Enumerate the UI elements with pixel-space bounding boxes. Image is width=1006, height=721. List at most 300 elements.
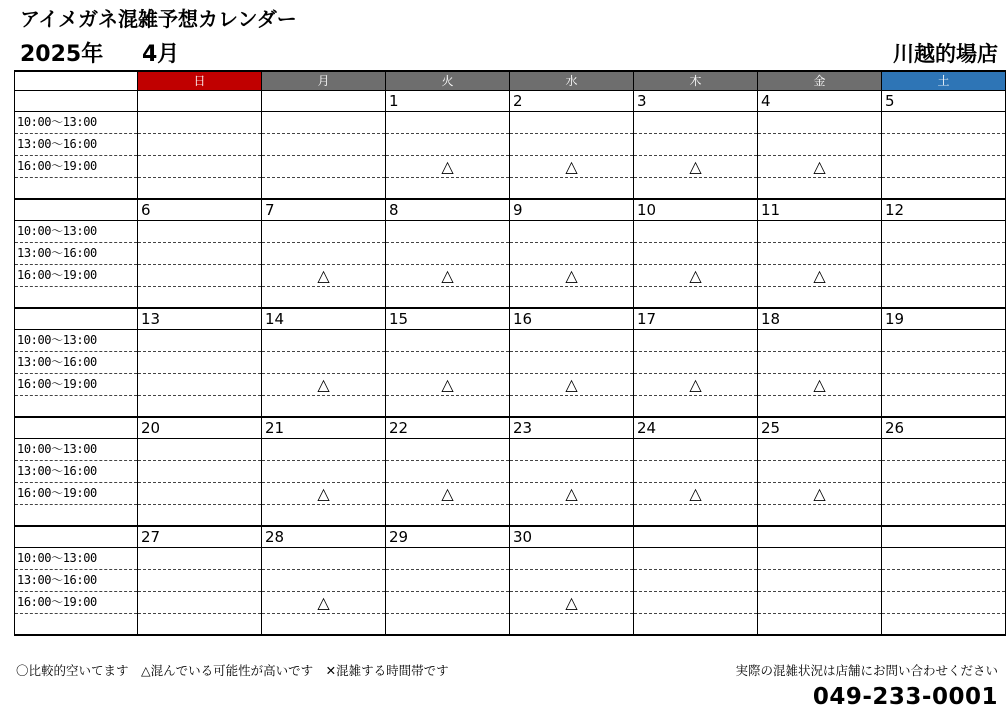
congestion-mark: △ bbox=[565, 266, 578, 285]
slot-cell bbox=[386, 461, 510, 483]
spacer-cell bbox=[262, 287, 386, 309]
slot-cell bbox=[262, 156, 386, 178]
day-cell bbox=[386, 417, 510, 439]
slot-row bbox=[15, 134, 1006, 156]
congestion-mark: △ bbox=[813, 484, 826, 503]
slot-cell bbox=[262, 483, 386, 505]
day-number: 10 bbox=[637, 201, 657, 219]
slot-cell bbox=[510, 330, 634, 352]
spacer-cell bbox=[510, 287, 634, 309]
week-spacer-row bbox=[15, 287, 1006, 309]
day-cell bbox=[510, 91, 634, 112]
day-cell bbox=[138, 199, 262, 221]
slot-label-cell bbox=[15, 330, 138, 352]
time-slot-label: 16:00～19:00 bbox=[17, 268, 97, 282]
page-title: アイメガネ混雑予想カレンダー bbox=[20, 7, 297, 31]
day-number: 1 bbox=[389, 92, 399, 110]
day-cell bbox=[138, 308, 262, 330]
congestion-mark: △ bbox=[317, 484, 330, 503]
slot-label-cell bbox=[15, 243, 138, 265]
slot-cell bbox=[262, 134, 386, 156]
day-cell bbox=[262, 308, 386, 330]
day-cell bbox=[758, 526, 882, 548]
spacer-cell bbox=[262, 505, 386, 527]
slot-cell bbox=[882, 461, 1006, 483]
weekday-header: 土 bbox=[882, 71, 1006, 91]
spacer-cell bbox=[882, 178, 1006, 200]
day-number: 8 bbox=[389, 201, 399, 219]
week-spacer-row bbox=[15, 505, 1006, 527]
slot-cell bbox=[758, 112, 882, 134]
slot-cell bbox=[758, 352, 882, 374]
slot-cell bbox=[510, 570, 634, 592]
day-number: 2 bbox=[513, 92, 523, 110]
day-cell bbox=[262, 199, 386, 221]
slot-cell bbox=[386, 265, 510, 287]
day-number: 22 bbox=[389, 419, 409, 437]
spacer-cell bbox=[138, 505, 262, 527]
day-cell bbox=[882, 417, 1006, 439]
slot-cell bbox=[386, 570, 510, 592]
slot-cell bbox=[882, 483, 1006, 505]
slot-cell bbox=[758, 134, 882, 156]
week-row bbox=[15, 91, 1006, 112]
slot-cell bbox=[634, 483, 758, 505]
spacer-cell bbox=[386, 614, 510, 636]
slot-cell bbox=[262, 439, 386, 461]
legend: 〇比較的空いてます △混んでいる可能性が高いです ✕混雑する時間帯です bbox=[16, 663, 449, 678]
slot-row bbox=[15, 352, 1006, 374]
slot-label-cell bbox=[15, 352, 138, 374]
slot-row bbox=[15, 570, 1006, 592]
weekday-header: 金 bbox=[758, 71, 882, 91]
slot-row bbox=[15, 330, 1006, 352]
time-slot-label: 16:00～19:00 bbox=[17, 486, 97, 500]
day-number: 16 bbox=[513, 310, 533, 328]
day-cell bbox=[634, 308, 758, 330]
day-number: 25 bbox=[761, 419, 781, 437]
slot-label-cell bbox=[15, 91, 138, 112]
slot-cell bbox=[262, 461, 386, 483]
day-cell bbox=[386, 91, 510, 112]
slot-cell bbox=[138, 483, 262, 505]
slot-cell bbox=[138, 570, 262, 592]
slot-row bbox=[15, 548, 1006, 570]
weekday-header: 水 bbox=[510, 71, 634, 91]
spacer-cell bbox=[634, 505, 758, 527]
day-cell bbox=[882, 526, 1006, 548]
slot-cell bbox=[882, 112, 1006, 134]
slot-cell bbox=[138, 265, 262, 287]
slot-cell bbox=[510, 352, 634, 374]
day-cell bbox=[138, 417, 262, 439]
day-cell bbox=[882, 199, 1006, 221]
slot-cell bbox=[634, 265, 758, 287]
slot-cell bbox=[510, 374, 634, 396]
day-cell bbox=[510, 526, 634, 548]
day-number: 11 bbox=[761, 201, 781, 219]
time-slot-label: 16:00～19:00 bbox=[17, 159, 97, 173]
day-number: 27 bbox=[141, 528, 161, 546]
store-name: 川越的場店 bbox=[893, 42, 998, 66]
spacer-cell bbox=[510, 614, 634, 636]
day-number: 24 bbox=[637, 419, 657, 437]
slot-cell bbox=[634, 330, 758, 352]
slot-cell bbox=[386, 221, 510, 243]
congestion-mark: △ bbox=[441, 484, 454, 503]
slot-cell bbox=[634, 352, 758, 374]
spacer-cell bbox=[262, 396, 386, 418]
slot-cell bbox=[262, 243, 386, 265]
slot-cell bbox=[138, 592, 262, 614]
week-row bbox=[15, 526, 1006, 548]
day-number: 12 bbox=[885, 201, 905, 219]
slot-cell bbox=[386, 156, 510, 178]
slot-cell bbox=[138, 548, 262, 570]
day-cell bbox=[758, 91, 882, 112]
slot-cell bbox=[758, 592, 882, 614]
slot-cell bbox=[634, 461, 758, 483]
day-cell bbox=[758, 417, 882, 439]
spacer-cell bbox=[262, 178, 386, 200]
weekday-header: 月 bbox=[262, 71, 386, 91]
weekday-header-row bbox=[15, 71, 1006, 91]
slot-cell bbox=[386, 352, 510, 374]
slot-cell bbox=[262, 592, 386, 614]
spacer-cell bbox=[138, 396, 262, 418]
slot-cell bbox=[882, 265, 1006, 287]
day-number: 4 bbox=[761, 92, 771, 110]
slot-label-cell bbox=[15, 461, 138, 483]
month-label: 4月 bbox=[142, 42, 180, 67]
slot-cell bbox=[882, 374, 1006, 396]
slot-cell bbox=[262, 374, 386, 396]
slot-cell bbox=[758, 156, 882, 178]
day-number: 29 bbox=[389, 528, 409, 546]
slot-cell bbox=[510, 439, 634, 461]
day-number: 30 bbox=[513, 528, 533, 546]
slot-cell bbox=[138, 134, 262, 156]
congestion-mark: △ bbox=[813, 157, 826, 176]
slot-row bbox=[15, 461, 1006, 483]
notice-text: 実際の混雑状況は店舗にお問い合わせください bbox=[735, 663, 998, 678]
time-slot-label: 10:00～13:00 bbox=[17, 551, 97, 565]
slot-cell bbox=[386, 374, 510, 396]
spacer-cell bbox=[758, 396, 882, 418]
spacer-cell bbox=[882, 287, 1006, 309]
spacer-cell bbox=[758, 178, 882, 200]
spacer-cell bbox=[634, 287, 758, 309]
slot-cell bbox=[262, 548, 386, 570]
slot-cell bbox=[386, 243, 510, 265]
slot-label-cell bbox=[15, 265, 138, 287]
slot-cell bbox=[634, 570, 758, 592]
slot-cell bbox=[882, 221, 1006, 243]
spacer-cell bbox=[882, 614, 1006, 636]
slot-cell bbox=[882, 548, 1006, 570]
slot-cell bbox=[386, 330, 510, 352]
slot-cell bbox=[138, 156, 262, 178]
day-cell bbox=[386, 199, 510, 221]
slot-label-cell bbox=[15, 112, 138, 134]
spacer-cell bbox=[386, 178, 510, 200]
spacer-cell bbox=[510, 505, 634, 527]
slot-cell bbox=[882, 243, 1006, 265]
day-cell bbox=[386, 526, 510, 548]
day-cell bbox=[510, 199, 634, 221]
slot-row bbox=[15, 592, 1006, 614]
time-slot-label: 10:00～13:00 bbox=[17, 115, 97, 129]
slot-cell bbox=[138, 330, 262, 352]
slot-cell bbox=[138, 221, 262, 243]
slot-cell bbox=[386, 483, 510, 505]
day-cell bbox=[758, 199, 882, 221]
slot-cell bbox=[138, 439, 262, 461]
slot-cell bbox=[758, 570, 882, 592]
weekday-header: 日 bbox=[138, 71, 262, 91]
slot-label-cell bbox=[15, 156, 138, 178]
spacer-cell bbox=[510, 178, 634, 200]
spacer-cell bbox=[386, 505, 510, 527]
slot-cell bbox=[758, 374, 882, 396]
day-number: 28 bbox=[265, 528, 285, 546]
slot-cell bbox=[758, 265, 882, 287]
slot-label-cell bbox=[15, 308, 138, 330]
slot-cell bbox=[510, 112, 634, 134]
day-cell bbox=[138, 526, 262, 548]
weekday-header: 火 bbox=[386, 71, 510, 91]
slot-cell bbox=[634, 439, 758, 461]
spacer-cell bbox=[15, 178, 138, 200]
day-number: 15 bbox=[389, 310, 409, 328]
day-number: 3 bbox=[637, 92, 647, 110]
slot-cell bbox=[138, 243, 262, 265]
day-cell bbox=[262, 526, 386, 548]
slot-cell bbox=[510, 461, 634, 483]
day-cell bbox=[634, 199, 758, 221]
spacer-cell bbox=[634, 178, 758, 200]
spacer-cell bbox=[386, 396, 510, 418]
congestion-mark: △ bbox=[689, 157, 702, 176]
slot-cell bbox=[510, 265, 634, 287]
day-cell bbox=[882, 308, 1006, 330]
slot-cell bbox=[634, 374, 758, 396]
slot-cell bbox=[510, 592, 634, 614]
slot-cell bbox=[882, 352, 1006, 374]
slot-label-cell bbox=[15, 134, 138, 156]
spacer-cell bbox=[386, 287, 510, 309]
slot-cell bbox=[510, 548, 634, 570]
day-cell bbox=[386, 308, 510, 330]
slot-cell bbox=[510, 483, 634, 505]
slot-cell bbox=[510, 156, 634, 178]
slot-label-cell bbox=[15, 439, 138, 461]
slot-label-cell bbox=[15, 417, 138, 439]
day-cell bbox=[510, 308, 634, 330]
congestion-mark: △ bbox=[813, 375, 826, 394]
week-row bbox=[15, 199, 1006, 221]
day-cell bbox=[262, 91, 386, 112]
slot-row bbox=[15, 374, 1006, 396]
day-cell bbox=[882, 91, 1006, 112]
spacer-cell bbox=[634, 396, 758, 418]
spacer-cell bbox=[882, 505, 1006, 527]
spacer-cell bbox=[15, 396, 138, 418]
day-cell bbox=[262, 417, 386, 439]
day-cell bbox=[758, 308, 882, 330]
congestion-mark: △ bbox=[441, 375, 454, 394]
slot-label-cell bbox=[15, 221, 138, 243]
slot-cell bbox=[510, 243, 634, 265]
slot-label-cell bbox=[15, 592, 138, 614]
day-number: 17 bbox=[637, 310, 657, 328]
spacer-cell bbox=[882, 396, 1006, 418]
day-number: 20 bbox=[141, 419, 161, 437]
slot-cell bbox=[634, 134, 758, 156]
day-number: 5 bbox=[885, 92, 895, 110]
slot-label-cell bbox=[15, 526, 138, 548]
slot-cell bbox=[882, 330, 1006, 352]
slot-cell bbox=[634, 156, 758, 178]
slot-label-cell bbox=[15, 548, 138, 570]
week-spacer-row bbox=[15, 396, 1006, 418]
slot-row bbox=[15, 156, 1006, 178]
slot-cell bbox=[882, 156, 1006, 178]
slot-cell bbox=[634, 112, 758, 134]
slot-cell bbox=[758, 548, 882, 570]
spacer-cell bbox=[758, 505, 882, 527]
slot-row bbox=[15, 483, 1006, 505]
congestion-mark: △ bbox=[565, 484, 578, 503]
slot-cell bbox=[138, 461, 262, 483]
slot-cell bbox=[386, 592, 510, 614]
slot-cell bbox=[882, 570, 1006, 592]
slot-label-cell bbox=[15, 374, 138, 396]
slot-cell bbox=[510, 134, 634, 156]
day-number: 9 bbox=[513, 201, 523, 219]
slot-row bbox=[15, 221, 1006, 243]
time-slot-label: 16:00～19:00 bbox=[17, 377, 97, 391]
slot-cell bbox=[262, 570, 386, 592]
slot-cell bbox=[882, 592, 1006, 614]
day-number: 19 bbox=[885, 310, 905, 328]
day-number: 6 bbox=[141, 201, 151, 219]
slot-cell bbox=[634, 592, 758, 614]
week-spacer-row bbox=[15, 178, 1006, 200]
slot-cell bbox=[882, 439, 1006, 461]
phone-number: 049-233-0001 bbox=[812, 684, 998, 710]
congestion-mark: △ bbox=[441, 266, 454, 285]
time-slot-label: 10:00～13:00 bbox=[17, 442, 97, 456]
time-slot-label: 13:00～16:00 bbox=[17, 137, 97, 151]
day-number: 7 bbox=[265, 201, 275, 219]
congestion-mark: △ bbox=[317, 593, 330, 612]
congestion-mark: △ bbox=[317, 375, 330, 394]
header-corner bbox=[15, 71, 138, 91]
slot-cell bbox=[386, 439, 510, 461]
slot-row bbox=[15, 265, 1006, 287]
slot-cell bbox=[758, 483, 882, 505]
day-number: 13 bbox=[141, 310, 161, 328]
spacer-cell bbox=[262, 614, 386, 636]
spacer-cell bbox=[138, 287, 262, 309]
slot-row bbox=[15, 112, 1006, 134]
slot-cell bbox=[758, 221, 882, 243]
slot-cell bbox=[510, 221, 634, 243]
day-number: 26 bbox=[885, 419, 905, 437]
congestion-mark: △ bbox=[689, 484, 702, 503]
slot-cell bbox=[138, 374, 262, 396]
time-slot-label: 10:00～13:00 bbox=[17, 333, 97, 347]
congestion-mark: △ bbox=[441, 157, 454, 176]
spacer-cell bbox=[15, 614, 138, 636]
spacer-cell bbox=[15, 505, 138, 527]
slot-cell bbox=[758, 243, 882, 265]
slot-cell bbox=[386, 134, 510, 156]
slot-cell bbox=[758, 461, 882, 483]
week-spacer-row bbox=[15, 614, 1006, 636]
week-row bbox=[15, 308, 1006, 330]
spacer-cell bbox=[138, 614, 262, 636]
slot-label-cell bbox=[15, 199, 138, 221]
slot-cell bbox=[882, 134, 1006, 156]
day-number: 21 bbox=[265, 419, 285, 437]
slot-cell bbox=[758, 439, 882, 461]
time-slot-label: 16:00～19:00 bbox=[17, 595, 97, 609]
day-cell bbox=[510, 417, 634, 439]
congestion-mark: △ bbox=[689, 266, 702, 285]
slot-cell bbox=[262, 352, 386, 374]
slot-label-cell bbox=[15, 570, 138, 592]
year-label: 2025年 bbox=[20, 42, 104, 67]
congestion-mark: △ bbox=[813, 266, 826, 285]
calendar-grid bbox=[14, 70, 1006, 636]
time-slot-label: 10:00～13:00 bbox=[17, 224, 97, 238]
congestion-mark: △ bbox=[565, 375, 578, 394]
slot-cell bbox=[262, 330, 386, 352]
slot-cell bbox=[386, 548, 510, 570]
slot-cell bbox=[262, 112, 386, 134]
spacer-cell bbox=[15, 287, 138, 309]
slot-cell bbox=[138, 352, 262, 374]
slot-cell bbox=[634, 221, 758, 243]
slot-cell bbox=[262, 265, 386, 287]
time-slot-label: 13:00～16:00 bbox=[17, 464, 97, 478]
congestion-mark: △ bbox=[565, 157, 578, 176]
day-cell bbox=[634, 417, 758, 439]
slot-cell bbox=[386, 112, 510, 134]
slot-cell bbox=[262, 221, 386, 243]
congestion-mark: △ bbox=[565, 593, 578, 612]
slot-cell bbox=[634, 548, 758, 570]
spacer-cell bbox=[510, 396, 634, 418]
day-number: 14 bbox=[265, 310, 285, 328]
weekday-header: 木 bbox=[634, 71, 758, 91]
slot-row bbox=[15, 243, 1006, 265]
day-cell bbox=[138, 91, 262, 112]
day-cell bbox=[634, 526, 758, 548]
day-number: 18 bbox=[761, 310, 781, 328]
time-slot-label: 13:00～16:00 bbox=[17, 573, 97, 587]
time-slot-label: 13:00～16:00 bbox=[17, 246, 97, 260]
slot-cell bbox=[758, 330, 882, 352]
spacer-cell bbox=[758, 614, 882, 636]
congestion-mark: △ bbox=[689, 375, 702, 394]
congestion-mark: △ bbox=[317, 266, 330, 285]
week-row bbox=[15, 417, 1006, 439]
slot-cell bbox=[138, 112, 262, 134]
day-cell bbox=[634, 91, 758, 112]
